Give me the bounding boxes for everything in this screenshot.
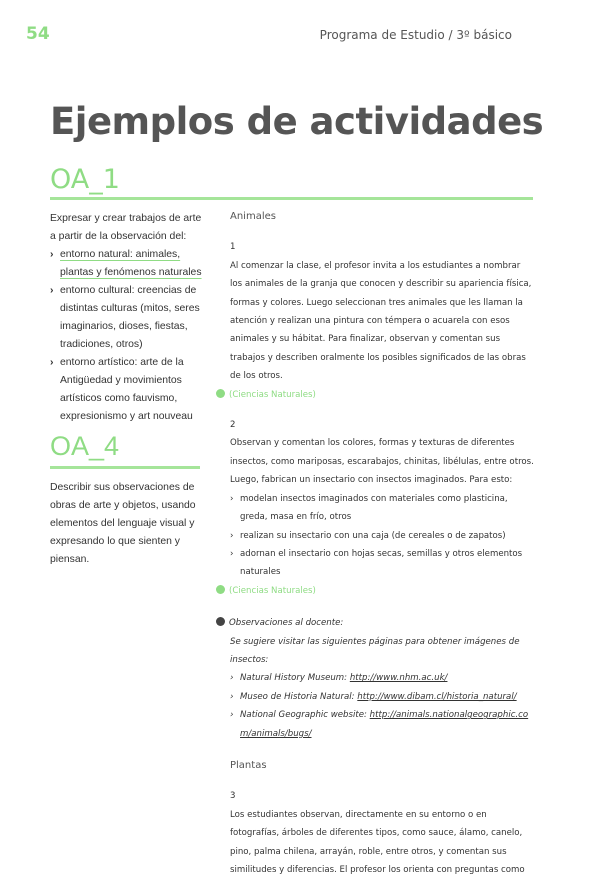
section-plantas: Plantas xyxy=(230,759,267,771)
link-icon xyxy=(216,389,225,398)
info-icon xyxy=(216,617,225,626)
page-number: 54 xyxy=(26,24,50,44)
activity-bullet: › adornan el insectario con hojas secas, semillas y otros elementos naturales xyxy=(230,545,535,582)
activity-number: 3 xyxy=(230,791,236,802)
resource-link[interactable]: http://www.dibam.cl/historia_natural/ xyxy=(357,691,517,702)
resource-link[interactable]: http://animals.nationalgeographic.com/animals/bugs/ xyxy=(240,710,529,739)
resource-item: › National Geographic website: http://animals.nationalgeographic.com/animals/bugs/ xyxy=(230,706,535,743)
resource-link[interactable]: http://www.nhm.ac.uk/ xyxy=(349,673,448,684)
activity-bullet: › modelan insectos imaginados con materiales como plasticina, greda, masa en frío, otros xyxy=(230,490,535,527)
link-icon xyxy=(216,585,225,594)
activity-number: 1 xyxy=(230,242,236,253)
activity-bullet: › realizan su insectario con una caja (de cereales o de zapatos) xyxy=(230,527,535,545)
resource-item: › Museo de Historia Natural: http://www.dibam.cl/historia_natural/ xyxy=(230,688,535,706)
oa1-rule xyxy=(50,197,533,200)
oa4-rule xyxy=(50,466,200,469)
activity-text: Observan y comentan los colores, formas y texturas de diferentes insectos, como mariposas, escarabajos, chinitas, libélulas, entre otros. Luego, fabrican un insectario con insectos imaginados. Para esto: xyxy=(230,438,534,486)
oa1-intro: Expresar y crear trabajos de arte a partir de la observación del: xyxy=(50,213,202,242)
activities-column xyxy=(230,208,535,879)
objectives-column xyxy=(50,210,208,569)
oa4-description: Describir sus observaciones de obras de arte y objetos, usando elementos del lenguaje visual y expresando lo que sienten y piensan. xyxy=(50,482,196,565)
oa1-item: › entorno artístico: arte de la Antigüedad y movimientos artísticos como fauvismo, expresionismo y art nouveau xyxy=(50,354,208,426)
teacher-observations: Observaciones al docente: Se sugiere visitar las siguientes páginas para obtener imágenes de insectos: › Natural History Museum: http://www.nhm.ac.uk/ › Museo de Historia Natural: http://www.dibam.cl/historia_natural/ › National Geographic website: http://animals.nationalgeographic.com/animals/bugs/ xyxy=(230,614,535,743)
activity-number: 2 xyxy=(230,420,236,431)
oa1-description xyxy=(50,210,208,426)
cross-ref-ciencias[interactable]: (Ciencias Naturales) xyxy=(216,386,535,404)
resource-item: › Natural History Museum: http://www.nhm.ac.uk/ xyxy=(230,669,535,687)
activity-text: Al comenzar la clase, el profesor invita a los estudiantes a nombrar los animales de la granja que conocen y describir su apariencia física, formas y colores. Luego seleccionan tres animales que les llaman la atención y realizan una pintura con témpera o acuarela con esos animales y su hábitat. Para finalizar, observan y comentan sus trabajos y describen oralmente los posibles significados de las obras de los otros. xyxy=(230,260,532,382)
section-animales: Animales xyxy=(230,211,276,222)
cross-ref-ciencias[interactable]: (Ciencias Naturales) xyxy=(216,582,535,600)
running-header: Programa de Estudio / 3º básico xyxy=(319,28,512,42)
oa1-heading: OA_1 xyxy=(50,164,120,195)
page-title: Ejemplos de actividades xyxy=(50,100,544,143)
oa1-item: › entorno natural: animales, plantas y fenómenos naturales xyxy=(50,246,208,282)
oa4-heading: OA_4 xyxy=(50,431,120,461)
oa1-item: › entorno cultural: creencias de distintas culturas (mitos, seres imaginarios, dioses, fiestas, tradiciones, otros) xyxy=(50,282,208,354)
activity-text: Los estudiantes observan, directamente en su entorno o en fotografías, árboles de diferentes tipos, como sauce, álamo, canelo, pino, palma chilena, arrayán, roble, entre otros, y comentan sus similitudes y diferencias. El profesor los orienta con preguntas como xyxy=(230,809,525,875)
